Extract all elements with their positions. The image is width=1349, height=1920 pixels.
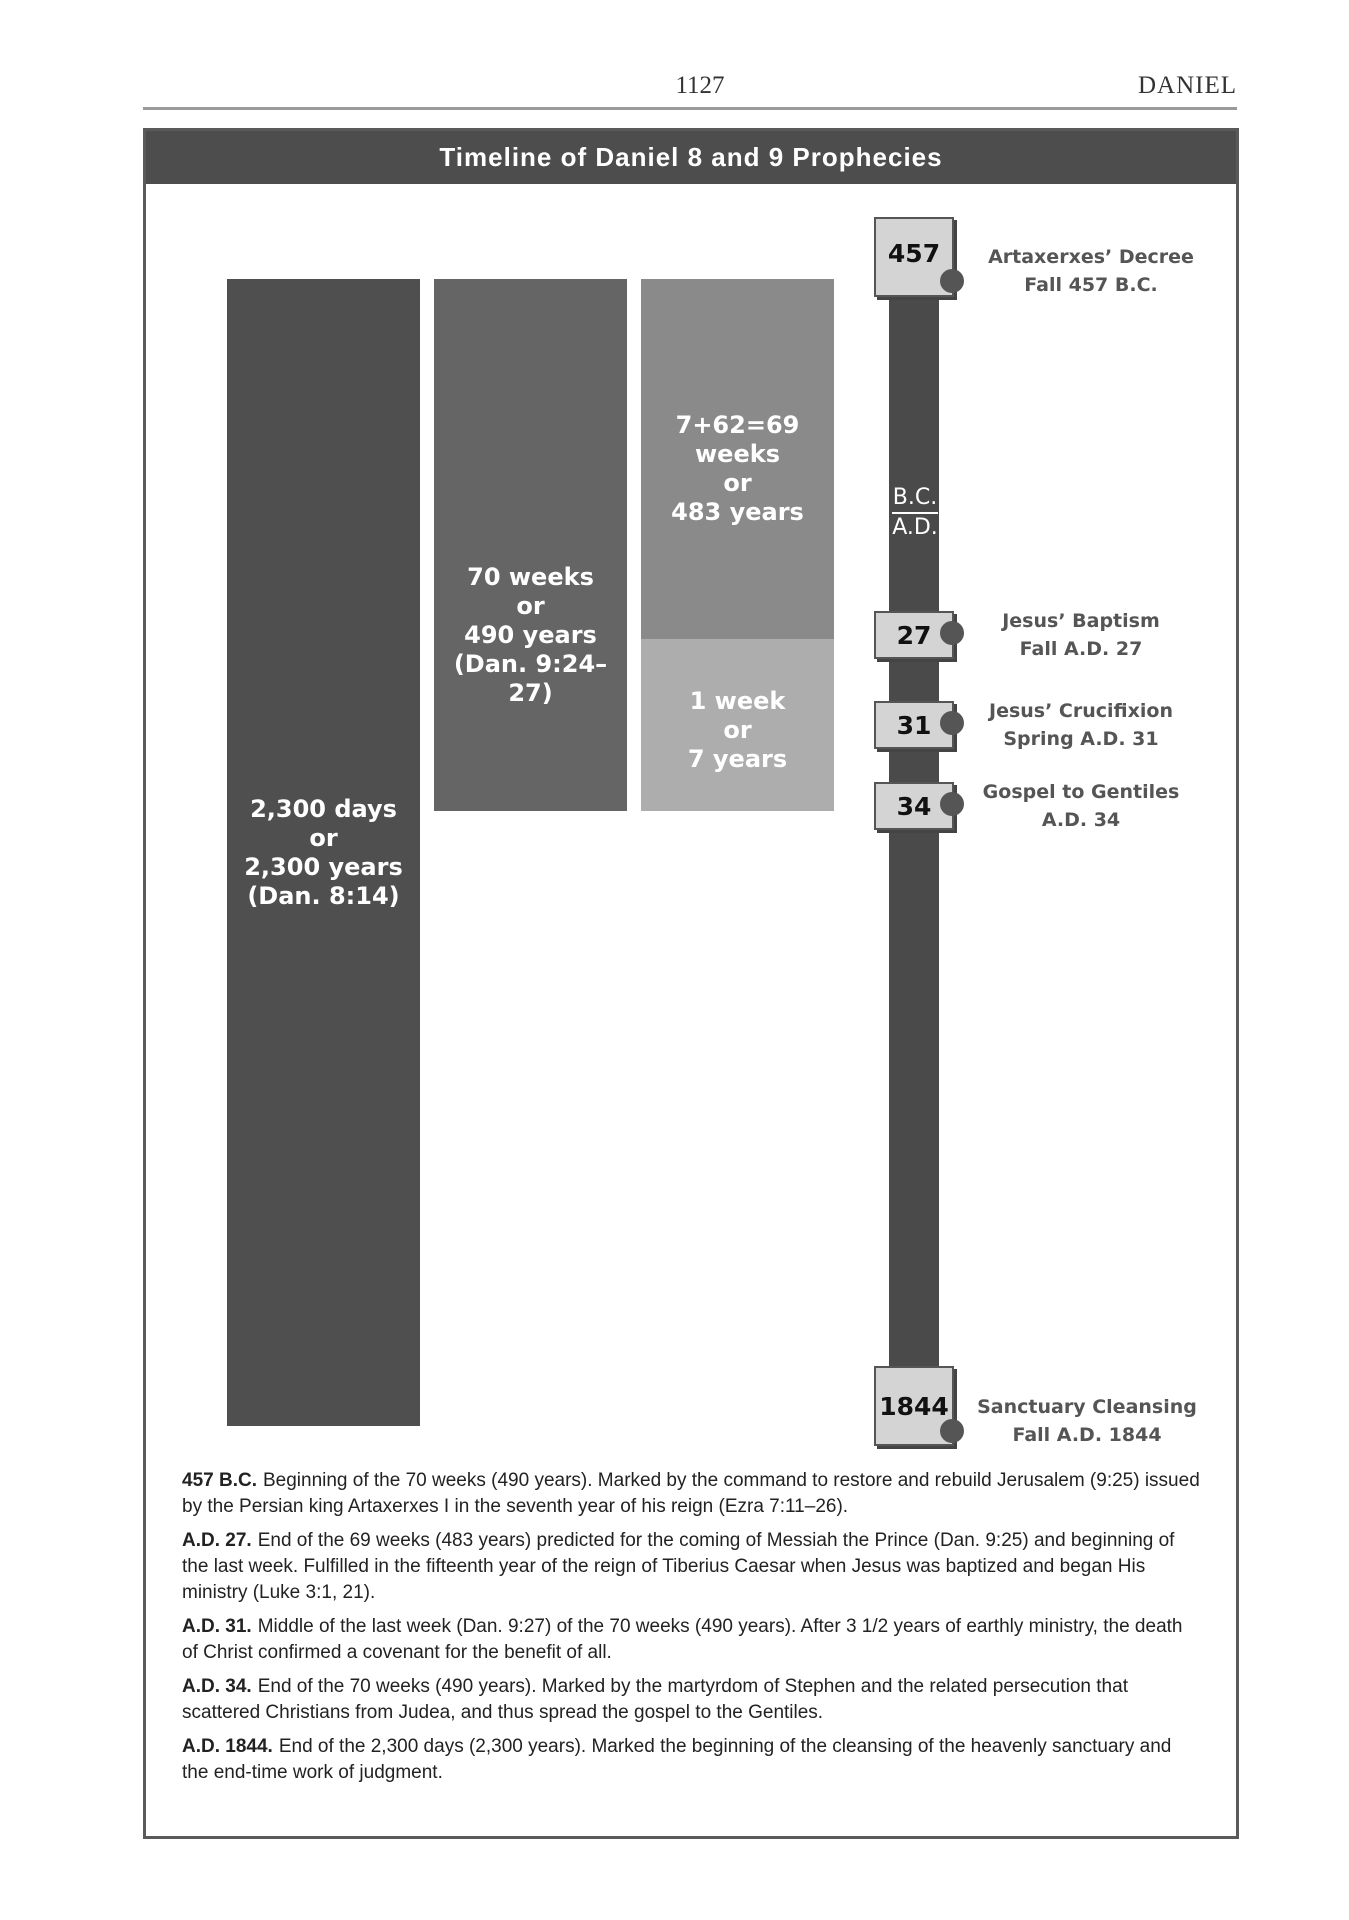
event-title: Jesus’ Baptism	[1002, 610, 1160, 632]
era-divider-line	[892, 512, 938, 514]
page-number: 1127	[675, 72, 725, 99]
year-marker-label: 31	[896, 710, 932, 740]
year-marker-label: 1844	[879, 1391, 949, 1421]
bar-70-weeks	[434, 279, 627, 811]
event-date: Fall 457 B.C.	[1024, 274, 1158, 296]
event-title: Jesus’ Crucifixion	[989, 700, 1173, 722]
event-title: Artaxerxes’ Decree	[988, 246, 1194, 268]
timeline-figure	[143, 128, 1239, 1839]
year-marker-label: 34	[896, 791, 932, 821]
year-marker-label: 457	[887, 239, 941, 268]
note-text: Beginning of the 70 weeks (490 years). Marked by the command to restore and rebuild Jerusalem (9:25) issued by the Persian king Artaxerxes I in the seventh year of his reign (Ezra 7:11–26).	[182, 1470, 1200, 1517]
event-date: Spring A.D. 31	[1003, 728, 1159, 750]
bar-1-week	[641, 639, 834, 811]
note-item	[182, 1468, 1202, 1520]
note-item	[182, 1614, 1202, 1666]
era-divider	[890, 484, 940, 542]
note-heading: 457 B.C.	[182, 1470, 257, 1491]
figure-title: Timeline of Daniel 8 and 9 Prophecies	[146, 131, 1236, 184]
event-date: Fall A.D. 27	[1019, 638, 1143, 660]
marker-dot	[940, 1419, 964, 1443]
timeline-notes	[182, 1468, 1202, 1794]
note-item	[182, 1528, 1202, 1606]
era-ad-label: A.D.	[892, 515, 938, 540]
note-text: End of the 2,300 days (2,300 years). Marked the beginning of the cleansing of the heavenly sanctuary and the end-time work of judgment.	[182, 1736, 1172, 1783]
note-heading: A.D. 34.	[182, 1676, 252, 1697]
bar-70-weeks-label: 70 weeks or 490 years (Dan. 9:24–27)	[453, 562, 608, 707]
note-text: End of the 70 weeks (490 years). Marked by the martyrdom of Stephen and the related persecution that scattered Christians from Judea, and thus spread the gospel to the Gentiles.	[182, 1676, 1128, 1723]
note-text: Middle of the last week (Dan. 9:27) of the 70 weeks (490 years). After 3 1/2 years of earthly ministry, the death of Christ confirmed a covenant for the benefit of all.	[182, 1616, 1183, 1663]
running-head: DANIEL	[1137, 72, 1237, 99]
marker-dot	[940, 792, 964, 816]
marker-dot	[940, 621, 964, 645]
note-item	[182, 1674, 1202, 1726]
year-marker-label: 27	[896, 620, 932, 650]
era-bc-label: B.C.	[892, 485, 938, 510]
event-label-27	[966, 607, 1196, 663]
bar-1-week-label: 1 week or 7 years	[687, 686, 788, 773]
marker-dot	[940, 711, 964, 735]
bar-2300-days	[227, 279, 420, 1426]
header-rule	[143, 107, 1237, 110]
note-text: End of the 69 weeks (483 years) predicted for the coming of Messiah the Prince (Dan. 9:25) and beginning of the last week. Fulfilled in the fifteenth year of the reign of Tiberius Caesar when Jesus was baptized and began His ministry (Luke 3:1, 21).	[182, 1530, 1175, 1603]
note-heading: A.D. 31.	[182, 1616, 252, 1637]
event-title: Gospel to Gentiles	[982, 781, 1180, 803]
note-item	[182, 1734, 1202, 1786]
marker-dot	[940, 269, 964, 293]
bar-69-weeks	[641, 279, 834, 639]
bar-69-weeks-label: 7+62=69 weeks or 483 years	[671, 411, 804, 526]
event-label-1844	[972, 1393, 1202, 1449]
note-heading: A.D. 1844.	[182, 1736, 273, 1757]
timeline-rod	[889, 291, 939, 1441]
event-date: A.D. 34	[1041, 809, 1121, 831]
event-title: Sanctuary Cleansing	[977, 1396, 1197, 1418]
bar-2300-days-label: 2,300 days or 2,300 years (Dan. 8:14)	[244, 794, 403, 910]
event-label-34	[966, 778, 1196, 834]
event-label-31	[966, 697, 1196, 753]
note-heading: A.D. 27.	[182, 1530, 252, 1551]
event-label-457	[976, 243, 1206, 299]
event-date: Fall A.D. 1844	[1012, 1424, 1162, 1446]
